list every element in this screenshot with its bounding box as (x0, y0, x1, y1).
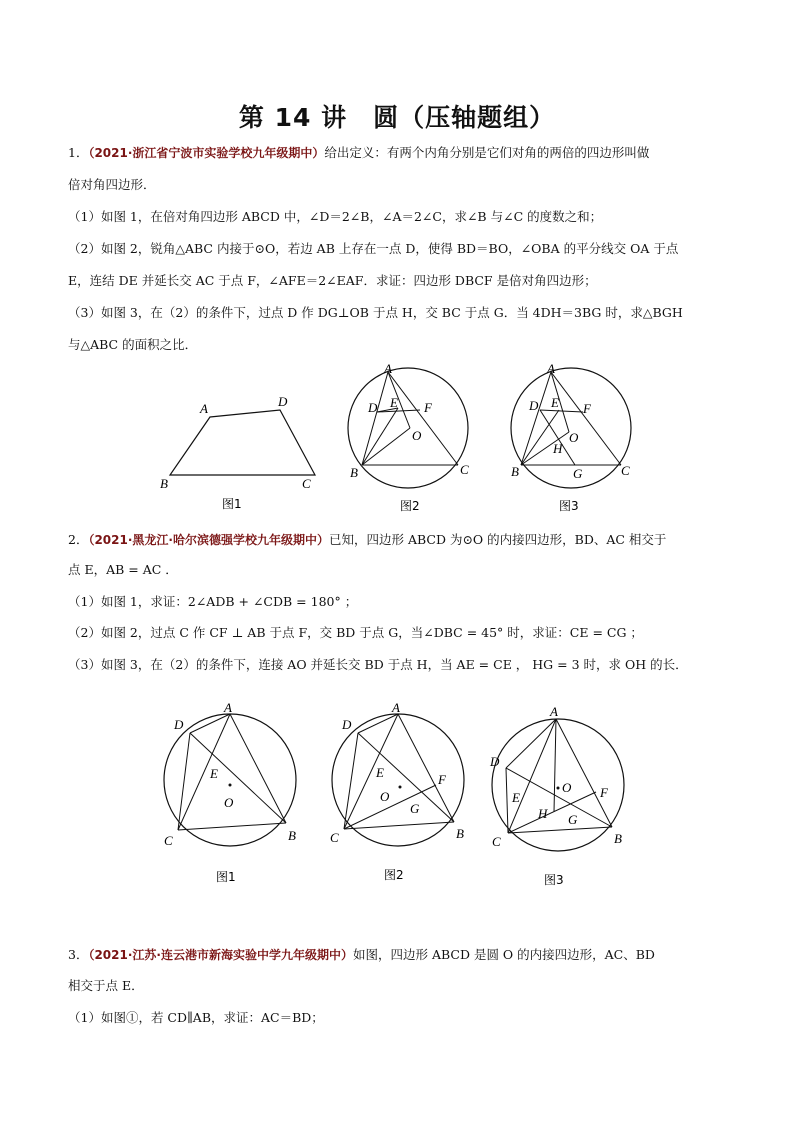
label-h: H (538, 806, 548, 821)
label-h: H (553, 441, 563, 456)
q1-part3-line1: （3）如图 3，在（2）的条件下，过点 D 作 DG⊥OB 于点 H，交 BC 于点 G．当 4DH＝3BG 时，求△BGH (68, 305, 683, 320)
circle-o (511, 368, 631, 488)
label-a: A (547, 361, 555, 376)
q2-part1: （1）如图 1，求证：2∠ADB + ∠CDB = 180° ； (68, 594, 358, 609)
label-f: F (583, 401, 591, 416)
label-a: A (550, 704, 558, 719)
q1-source: （2021·浙江省宁波市实验学校九年级期中） (88, 146, 325, 160)
label-b: B (288, 828, 296, 843)
q2-figure-3 (488, 700, 638, 895)
label-a: A (392, 700, 400, 715)
label-e: E (376, 765, 384, 780)
label-c: C (330, 830, 339, 845)
caption-fig3: 图3 (559, 499, 579, 513)
label-a: A (200, 401, 208, 416)
q3-source: （2021·江苏·连云港市新海实验中学九年级期中） (88, 948, 353, 962)
label-b: B (456, 826, 464, 841)
label-o: O (412, 428, 422, 443)
label-f: F (438, 772, 446, 787)
label-c: C (621, 463, 630, 478)
q2-figure-2 (328, 695, 478, 890)
quadrilateral-abcd (170, 410, 315, 475)
label-e: E (210, 766, 218, 781)
label-d: D (368, 400, 378, 415)
circle-o (348, 368, 468, 488)
q2-part2: （2）如图 2，过点 C 作 CF ⊥ AB 于点 F，交 BD 于点 G，当∠DBC = 45° 时，求证：CE = CG ； (68, 625, 643, 640)
label-e: E (390, 395, 398, 410)
label-o: O (569, 430, 579, 445)
lecture-number: 第 14 讲 (238, 103, 348, 132)
label-f: F (600, 785, 608, 800)
label-e: E (551, 395, 559, 410)
label-d: D (490, 754, 500, 769)
q3-intro-cont: 相交于点 E． (68, 978, 144, 993)
label-c: C (302, 476, 311, 491)
label-g: G (410, 801, 420, 816)
q2-figure-1 (160, 695, 310, 890)
q1-intro: 1．（2021·浙江省宁波市实验学校九年级期中）给出定义：有两个内角分别是它们对角的两倍的四边形叫做 (68, 145, 650, 160)
caption-fig3: 图3 (544, 873, 564, 887)
q1-figure-3 (503, 360, 643, 520)
label-d: D (529, 398, 539, 413)
q1-intro-cont: 倍对角四边形． (68, 177, 156, 192)
label-b: B (350, 465, 358, 480)
q2-part3: （3）如图 3，在（2）的条件下，连接 AO 并延长交 BD 于点 H，当 AE = CE ， HG = 3 时，求 OH 的长． (68, 657, 688, 672)
label-c: C (460, 462, 469, 477)
label-o: O (224, 795, 234, 810)
q2-source: （2021·黑龙江·哈尔滨德强学校九年级期中） (88, 533, 329, 547)
page-title (0, 98, 794, 134)
q1-figure-1 (150, 385, 330, 515)
label-e: E (512, 790, 520, 805)
label-f: F (424, 400, 432, 415)
q2-intro: 2．（2021·黑龙江·哈尔滨德强学校九年级期中）已知，四边形 ABCD 为⊙O 的内接四边形，BD、AC 相交于 (68, 532, 667, 547)
label-o: O (562, 780, 572, 795)
label-c: C (164, 833, 173, 848)
q1-part2-line1: （2）如图 2，锐角△ABC 内接于⊙O，若边 AB 上存在一点 D，使得 BD＝BO，∠OBA 的平分线交 OA 于点 (68, 241, 679, 256)
label-a: A (224, 700, 232, 715)
q1-figure-2 (340, 360, 480, 520)
q3-part1: （1）如图①，若 CD∥AB，求证：AC＝BD； (68, 1010, 324, 1025)
q2-intro-cont: 点 E，AB = AC ． (68, 562, 178, 577)
caption-fig2: 图2 (384, 868, 404, 882)
label-c: C (492, 834, 501, 849)
label-d: D (278, 394, 288, 409)
label-d: D (342, 717, 352, 732)
caption-fig1: 图1 (222, 497, 242, 511)
q1-part2-line2: E，连结 DE 并延长交 AC 于点 F，∠AFE＝2∠EAF．求证：四边形 DBCF 是倍对角四边形； (68, 273, 597, 288)
label-g: G (568, 812, 578, 827)
caption-fig2: 图2 (400, 499, 420, 513)
label-a: A (384, 361, 392, 376)
caption-fig1: 图1 (216, 870, 236, 884)
q1-part1: （1）如图 1，在倍对角四边形 ABCD 中，∠D＝2∠B，∠A＝2∠C，求∠B 与∠C 的度数之和； (68, 209, 603, 224)
label-d: D (174, 717, 184, 732)
label-g: G (573, 466, 583, 481)
label-o: O (380, 789, 390, 804)
q1-part3-line2: 与△ABC 的面积之比． (68, 337, 198, 352)
q3-intro: 3．（2021·江苏·连云港市新海实验中学九年级期中）如图，四边形 ABCD 是圆 O 的内接四边形，AC、BD (68, 947, 655, 962)
label-b: B (160, 476, 168, 491)
label-b: B (614, 831, 622, 846)
lecture-topic: 圆（压轴题组） (373, 103, 556, 132)
label-b: B (511, 464, 519, 479)
